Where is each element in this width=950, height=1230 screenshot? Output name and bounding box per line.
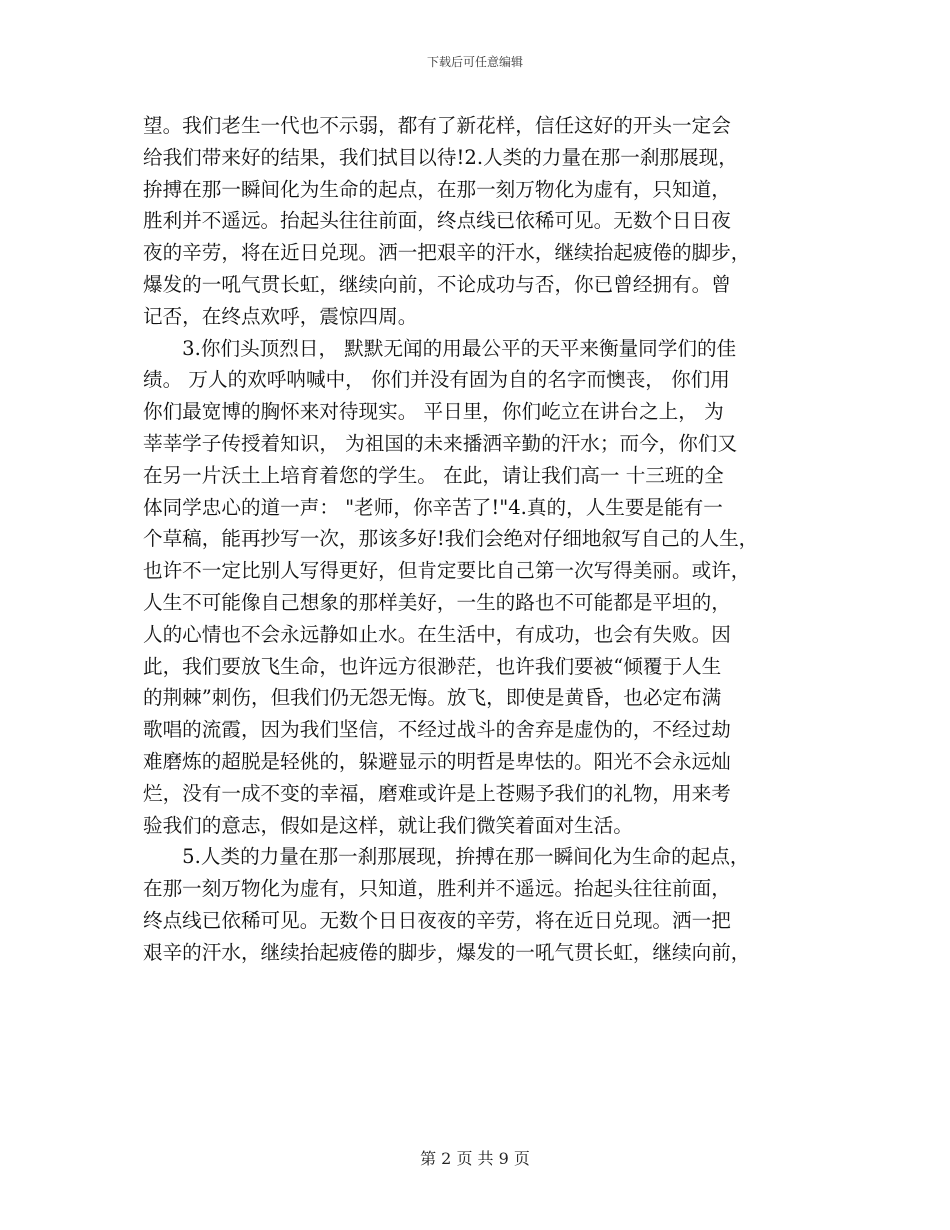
text-line: 5.人类的力量在那一刹那展现，拚搏在那一瞬间化为生命的起点，	[143, 845, 750, 869]
text-line: 在另一片沃土上培育着您的学生。 在此，请让我们高一 十三班的全	[143, 463, 724, 487]
text-line: 给我们带来好的结果，我们拭目以待!2.人类的力量在那一刹那展现，	[143, 145, 738, 169]
text-line: 人生不可能像自己想象的那样美好，一生的路也不可能都是平坦的，	[143, 590, 731, 614]
text-line: 夜的辛劳，将在近日兑现。洒一把艰辛的汗水，继续抬起疲倦的脚步，	[143, 241, 751, 265]
text-line: 终点线已依稀可见。无数个日日夜夜的辛劳，将在近日兑现。洒一把	[143, 908, 731, 932]
text-line: 个草稿，能再抄写一次，那该多好!我们会绝对仔细地叙写自己的人生，	[143, 527, 759, 551]
text-line: 记否，在终点欢呼，震惊四周。	[143, 304, 418, 328]
text-line: 爆发的一吼气贯长虹，继续向前，不论成功与否，你已曾经拥有。曾	[143, 272, 731, 296]
text-line: 歌唱的流霞，因为我们坚信，不经过战斗的舍弃是虚伪的，不经过劫	[143, 718, 731, 742]
text-line: 的荆棘”刺伤，但我们仍无怨无悔。放飞，即使是黄昏，也必定布满	[143, 686, 722, 710]
text-line: 人的心情也不会永远静如止水。在生活中，有成功，也会有失败。因	[143, 622, 731, 646]
text-line: 体同学忠心的道一声： "老师，你辛苦了!"4.真的，人生要是能有一	[143, 495, 723, 519]
text-line: 望。我们老生一代也不示弱，都有了新花样，信任这好的开头一定会	[143, 114, 731, 137]
page-header: 下载后可任意编辑	[426, 55, 523, 69]
text-line: 难磨炼的超脱是轻佻的，躲避显示的明哲是卑怯的。阳光不会永远灿	[143, 749, 731, 773]
text-line: 3.你们头顶烈日， 默默无闻的用最公平的天平来衡量同学们的佳	[143, 336, 737, 360]
text-line: 也许不一定比别人写得更好，但肯定要比自己第一次写得美丽。或许，	[143, 559, 751, 583]
text-line: 此，我们要放飞生命，也许远方很渺茫，也许我们要被“倾覆于人生	[143, 654, 722, 678]
text-line: 烂，没有一成不变的幸福，磨难或许是上苍赐予我们的礼物，用来考	[143, 781, 731, 805]
document-body	[143, 110, 813, 969]
text-line: 绩。 万人的欢呼呐喊中， 你们并没有固为自的名字而懊丧， 你们用	[143, 368, 730, 392]
text-line: 你们最宽博的胸怀来对待现实。 平日里，你们屹立在讲台之上， 为	[143, 400, 724, 424]
text-line: 莘莘学子传授着知识， 为祖国的未来播洒辛勤的汗水；而今，你们又	[143, 431, 738, 455]
text-line: 拚搏在那一瞬间化为生命的起点，在那一刻万物化为虚有，只知道，	[143, 177, 731, 201]
page-footer: 第 2 页 共 9 页	[420, 1149, 530, 1168]
text-line: 胜利并不遥远。抬起头往往前面，终点线已依稀可见。无数个日日夜	[143, 209, 731, 233]
text-line: 在那一刻万物化为虚有，只知道，胜利并不遥远。抬起头往往前面，	[143, 877, 731, 901]
text-line: 艰辛的汗水，继续抬起疲倦的脚步，爆发的一吼气贯长虹，继续向前，	[143, 940, 751, 964]
text-line: 验我们的意志，假如是这样，就让我们微笑着面对生活。	[143, 813, 633, 837]
